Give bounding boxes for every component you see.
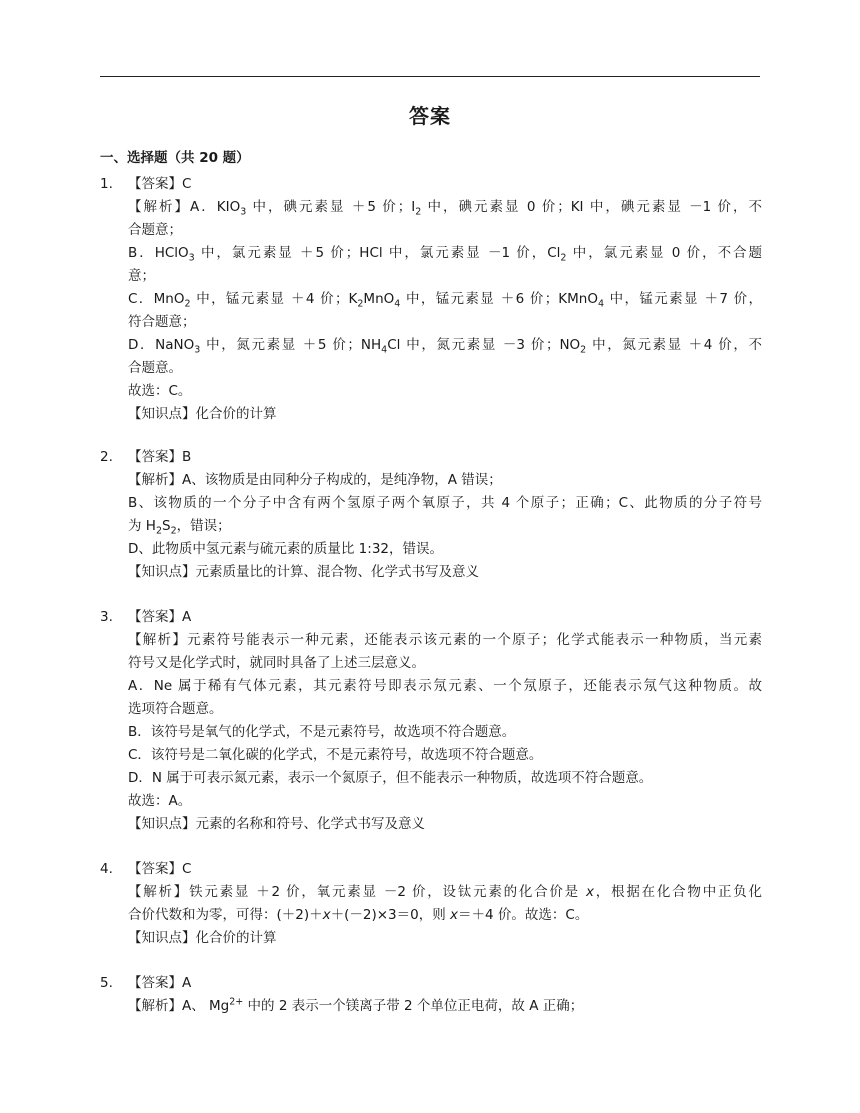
body-line: 【答案】A [128,975,192,991]
question-number: 5. [100,975,113,991]
body-line: 【知识点】元素质量比的计算、混合物、化学式书写及意义 [128,564,479,580]
body-line: 选项符合题意。 [128,701,223,717]
question-1 [100,173,762,426]
body-line: D、此物质中氢元素与硫元素的质量比 1:32，错误。 [128,541,444,557]
question-number: 4. [100,861,113,877]
body-line: D．N 属于可表示氮元素，表示一个氮原子，但不能表示一种物质，故选项不符合题意。 [128,770,653,786]
body-line: 【解析】A、该物质是由同种分子构成的，是纯净物，A 错误； [128,472,502,488]
question-body [128,446,762,584]
body-line: 【答案】A [128,609,192,625]
body-line: 合题意。 [128,360,182,376]
body-line: C．MnO$_2$ 中，锰元素显 ＋4 价；$K_2MnO_4$ 中，锰元素显 ＋6 价；KMnO$_4$ 中，锰元素显 ＋7 价， [128,291,762,310]
body-line: 故选：C。 [128,383,192,399]
question-body [128,972,762,1018]
body-line: 【解析】元素符号能表示一种元素，还能表示该元素的一个原子；化学式能表示一种物质，当元素 [128,632,762,648]
body-line: 【知识点】元素的名称和符号、化学式书写及意义 [128,816,425,832]
body-line: D．NaNO$_3$ 中，氮元素显 ＋5 价；$NH_4Cl$ 中，氮元素显 －3 价；$NO_2$ 中，氮元素显 ＋4 价，不 [128,337,762,356]
body-line: C．该符号是二氧化碳的化学式，不是元素符号，故选项不符合题意。 [128,747,543,763]
body-line: 符号又是化学式时，就同时具备了上述三层意义。 [128,655,425,671]
body-line: B．HClO$_3$ 中，氯元素显 ＋5 价；HCl 中，氯元素显 －1 价，$Cl_2$ 中，氯元素显 0 价，不合题 [128,245,763,264]
body-line: 【答案】B [128,449,192,465]
question-body [128,606,762,836]
body-line: A．Ne 属于稀有气体元素，其元素符号即表示氖元素、一个氖原子，还能表示氖气这种物质。故 [128,678,762,694]
body-line: 符合题意； [128,314,196,330]
header-rule [100,76,760,77]
question-3 [100,606,762,836]
question-body [128,858,762,950]
question-2 [100,446,762,584]
body-line: 合价代数和为零，可得：(＋2)＋x＋(－2)×3＝0，则 x＝＋4 价。故选：C。 [128,907,589,923]
section-heading: 一、选择题（共 20 题） [100,150,250,166]
question-number: 3. [100,609,113,625]
question-body [128,173,762,426]
body-line: 【解析】A、 $Mg^{2+}$ 中的 2 表示一个镁离子带 2 个单位正电荷，故 A 正确； [128,996,584,1014]
question-4 [100,858,762,950]
body-line: 合题意； [128,222,182,238]
question-number: 2. [100,449,113,465]
page-title: 答案 [409,104,451,128]
body-line: 【知识点】化合价的计算 [128,406,277,422]
question-5 [100,972,762,1018]
body-line: 【解析】A．$KIO_3$ 中，碘元素显 ＋5 价；$I_2$ 中，碘元素显 0 价；KI 中，碘元素显 －1 价，不 [128,199,763,218]
question-number: 1. [100,176,113,192]
body-line: 【知识点】化合价的计算 [128,930,277,946]
body-line: 为 $H_2S_2$，错误； [128,518,231,537]
body-line: B、该物质的一个分子中含有两个氢原子两个氧原子，共 4 个原子；正确；C、此物质的分子符号 [128,495,762,511]
body-line: B．该符号是氧气的化学式，不是元素符号，故选项不符合题意。 [128,724,516,740]
body-line: 意； [128,268,155,284]
body-line: 【解析】铁元素显 ＋2 价，氧元素显 －2 价，设钛元素的化合价是 x，根据在化合物中正负化 [128,884,763,900]
body-line: 【答案】C [128,176,192,192]
body-line: 故选：A。 [128,793,192,809]
body-line: 【答案】C [128,861,192,877]
